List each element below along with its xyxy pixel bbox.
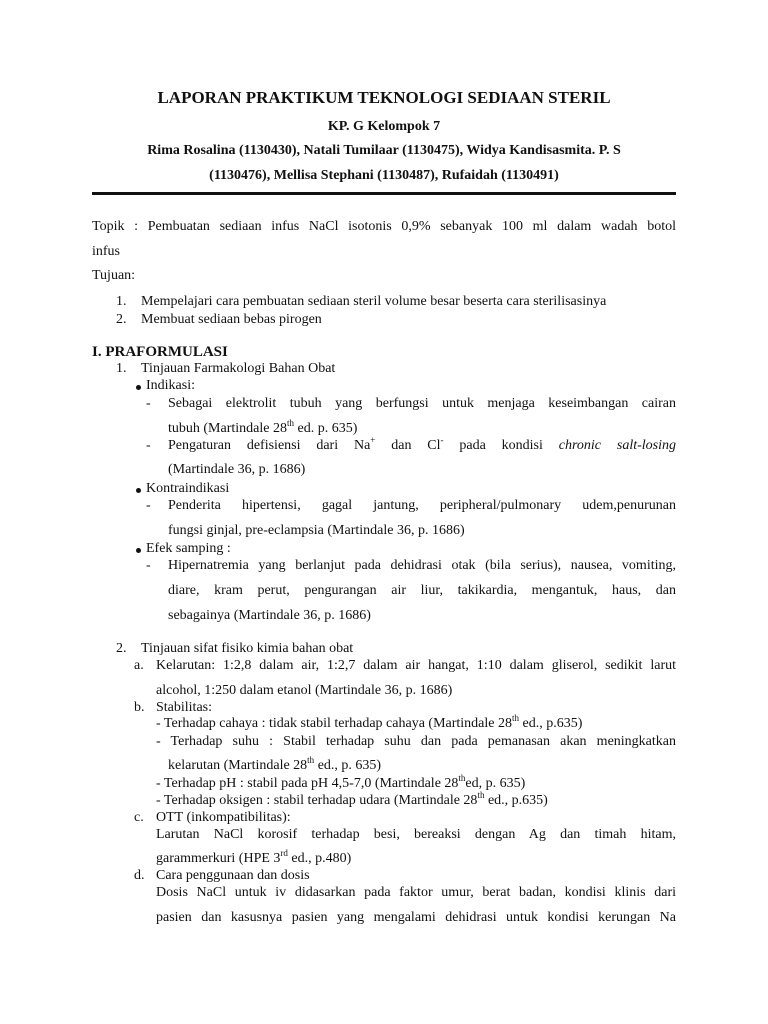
header-divider xyxy=(92,192,676,195)
efek-samping-label: Efek samping : xyxy=(146,541,231,556)
tujuan-label: Tujuan: xyxy=(92,268,136,283)
subsection-1-number: 1. xyxy=(116,361,127,376)
ott-title: OTT (inkompatibilitas): xyxy=(156,810,291,825)
indikasi-label: Indikasi: xyxy=(146,378,195,393)
kelarutan-line-1: Kelarutan: 1:2,8 dalam air, 1:2,7 dalam air hangat, 1:10 dalam gliserol, sedikit larut xyxy=(156,658,676,673)
topik-line-2: infus xyxy=(92,244,120,259)
dosis-line-1: Dosis NaCl untuk iv didasarkan pada faktor umur, berat badan, kondisi klinis dari xyxy=(156,885,676,900)
indikasi-item-2-line-1: Pengaturan defisiensi dari Na+ dan Cl- pada kondisi chronic salt-losing xyxy=(168,435,676,453)
efek-samping-line-3: sebagainya (Martindale 36, p. 1686) xyxy=(168,608,371,623)
dosis-line-2: pasien dan kasusnya pasien yang mengalami dehidrasi untuk kondisi kerungan Na xyxy=(156,910,676,925)
topik-line-1: Topik : Pembuatan sediaan infus NaCl isotonis 0,9% sebanyak 100 ml dalam wadah botol xyxy=(92,219,676,234)
tujuan-item-1-number: 1. xyxy=(116,294,127,309)
bullet-icon xyxy=(136,385,141,390)
authors-line-1: Rima Rosalina (1130430), Natali Tumilaar (1130475), Widya Kandisasmita. P. S xyxy=(147,143,621,158)
kontraindikasi-label: Kontraindikasi xyxy=(146,481,230,496)
kontraindikasi-line-1: Penderita hipertensi, gagal jantung, peripheral/pulmonary udem,penurunan xyxy=(168,498,676,513)
dash-marker: - xyxy=(146,558,151,573)
ott-line-1: Larutan NaCl korosif terhadap besi, bereaksi dengan Ag dan timah hitam, xyxy=(156,827,676,842)
kontraindikasi-line-2: fungsi ginjal, pre-eclampsia (Martindale 36, p. 1686) xyxy=(168,523,465,538)
kelarutan-line-2: alcohol, 1:250 dalam etanol (Martindale 36, p. 1686) xyxy=(156,683,453,698)
item-c-label: c. xyxy=(134,810,144,825)
ott-line-2: garammerkuri (HPE 3rd ed., p.480) xyxy=(156,848,352,866)
authors-line-2: (1130476), Mellisa Stephani (1130487), Rufaidah (1130491) xyxy=(209,168,559,183)
stabilitas-ph: - Terhadap pH : stabil pada pH 4,5-7,0 (Martindale 28thed, p. 635) xyxy=(156,773,526,791)
stabilitas-oksigen: - Terhadap oksigen : stabil terhadap udara (Martindale 28th ed., p.635) xyxy=(156,790,548,808)
efek-samping-line-2: diare, kram perut, pengurangan air liur, takikardia, mengantuk, haus, dan xyxy=(168,583,676,598)
tujuan-item-2-number: 2. xyxy=(116,312,127,327)
stabilitas-suhu-line-1: - Terhadap suhu : Stabil terhadap suhu dan pada pemanasan akan meningkatkan xyxy=(156,734,676,749)
item-a-label: a. xyxy=(134,658,144,673)
group-label: KP. G Kelompok 7 xyxy=(327,119,441,134)
subsection-1-title: Tinjauan Farmakologi Bahan Obat xyxy=(141,361,336,376)
section-heading-praformulasi: I. PRAFORMULASI xyxy=(92,344,228,360)
indikasi-item-1-line-2: tubuh (Martindale 28th ed. p. 635) xyxy=(168,418,358,436)
bullet-icon xyxy=(136,548,141,553)
subsection-2-number: 2. xyxy=(116,641,127,656)
item-d-label: d. xyxy=(134,868,145,883)
indikasi-item-1-line-1: Sebagai elektrolit tubuh yang berfungsi untuk menjaga keseimbangan cairan xyxy=(168,396,676,411)
tujuan-item-2-text: Membuat sediaan bebas pirogen xyxy=(141,312,322,327)
dash-marker: - xyxy=(146,498,151,513)
subsection-2-title: Tinjauan sifat fisiko kimia bahan obat xyxy=(141,641,354,656)
indikasi-item-2-line-2: (Martindale 36, p. 1686) xyxy=(168,462,306,477)
stabilitas-suhu-line-2: kelarutan (Martindale 28th ed., p. 635) xyxy=(168,755,382,773)
bullet-icon xyxy=(136,488,141,493)
document-title: LAPORAN PRAKTIKUM TEKNOLOGI SEDIAAN STERIL xyxy=(157,88,611,107)
stabilitas-cahaya: - Terhadap cahaya : tidak stabil terhadap cahaya (Martindale 28th ed., p.635) xyxy=(156,713,583,731)
tujuan-item-1-text: Mempelajari cara pembuatan sediaan steril volume besar beserta cara sterilisasinya xyxy=(141,294,607,309)
dash-marker: - xyxy=(146,396,151,411)
stabilitas-title: Stabilitas: xyxy=(156,700,212,715)
dosis-title: Cara penggunaan dan dosis xyxy=(156,868,310,883)
dash-marker: - xyxy=(146,438,151,453)
item-b-label: b. xyxy=(134,700,145,715)
efek-samping-line-1: Hipernatremia yang berlanjut pada dehidrasi otak (bila serius), nausea, vomiting, xyxy=(168,558,676,573)
